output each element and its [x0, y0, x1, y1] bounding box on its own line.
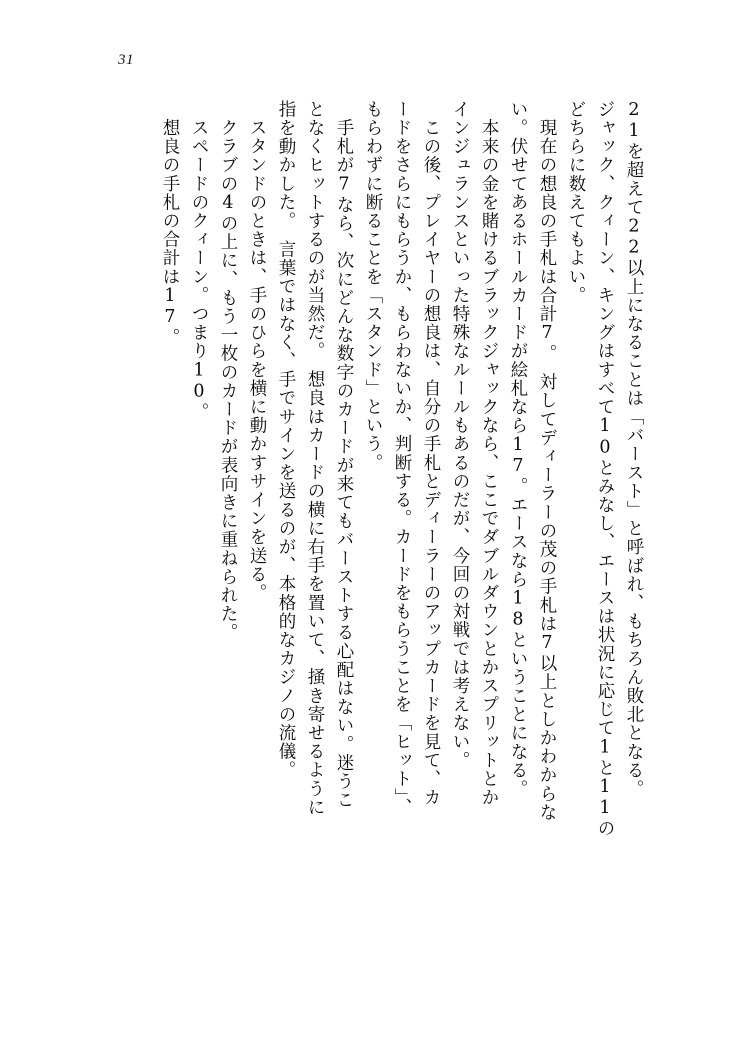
text-line: スペードのクィーン。つまり10。 [189, 100, 209, 422]
text-line: インジュランスといった特殊なルールもあるのだが、今回の対戦では考えない。 [450, 100, 470, 770]
text-line: スタンドのときは、手のひらを横に動かすサインを送る。 [247, 100, 267, 603]
text-line: どちらに数えてもよい。 [566, 100, 586, 305]
text-line: ードをさらにもらうか、もらわないか、判断する。カードをもらうことを「ヒット」、 [392, 100, 412, 817]
text-line: 指を動かした。 言葉ではなく、手でサインを送るのが、本格的なカジノの流儀。 [276, 100, 296, 780]
vertical-text-body [88, 100, 648, 955]
page-number: 31 [118, 52, 134, 68]
text-line: ジャック、クィーン、キングはすべて10とみなし、エースは状況に応じて1と11の [595, 100, 615, 838]
text-line: この後、プレイヤーの想良は、自分の手札とディーラーのアップカードを見て、カ [421, 100, 441, 807]
text-line: もらわずに断ることを「スタンド」という。 [363, 100, 383, 472]
text-line: 本来の金を賭けるブラックジャックなら、ここでダブルダウンとかスプリットとか [479, 100, 499, 807]
text-line: 想良の手札の合計は17。 [160, 100, 180, 347]
text-line: クラブの4の上に、もう一枚のカードが表向きに重ねられた。 [218, 100, 238, 642]
text-line: 21を超えて22以上になることは「バースト」と呼ばれ、もちろん敗北となる。 [624, 100, 644, 799]
text-line: となくヒットするのが当然だ。 想良はカードの横に右手を置いて、掻き寄せるように [305, 100, 325, 817]
text-line: い。伏せてあるホールカードが絵札なら17。エースなら18ということになる。 [508, 100, 528, 799]
text-line: 現在の想良の手札は合計7。 対してディーラーの茂の手札は7以上としかわからな [537, 100, 557, 822]
text-line: 手札が7なら、次にどんな数字のカードが来てもバーストする心配はない。迷うこ [334, 100, 354, 810]
